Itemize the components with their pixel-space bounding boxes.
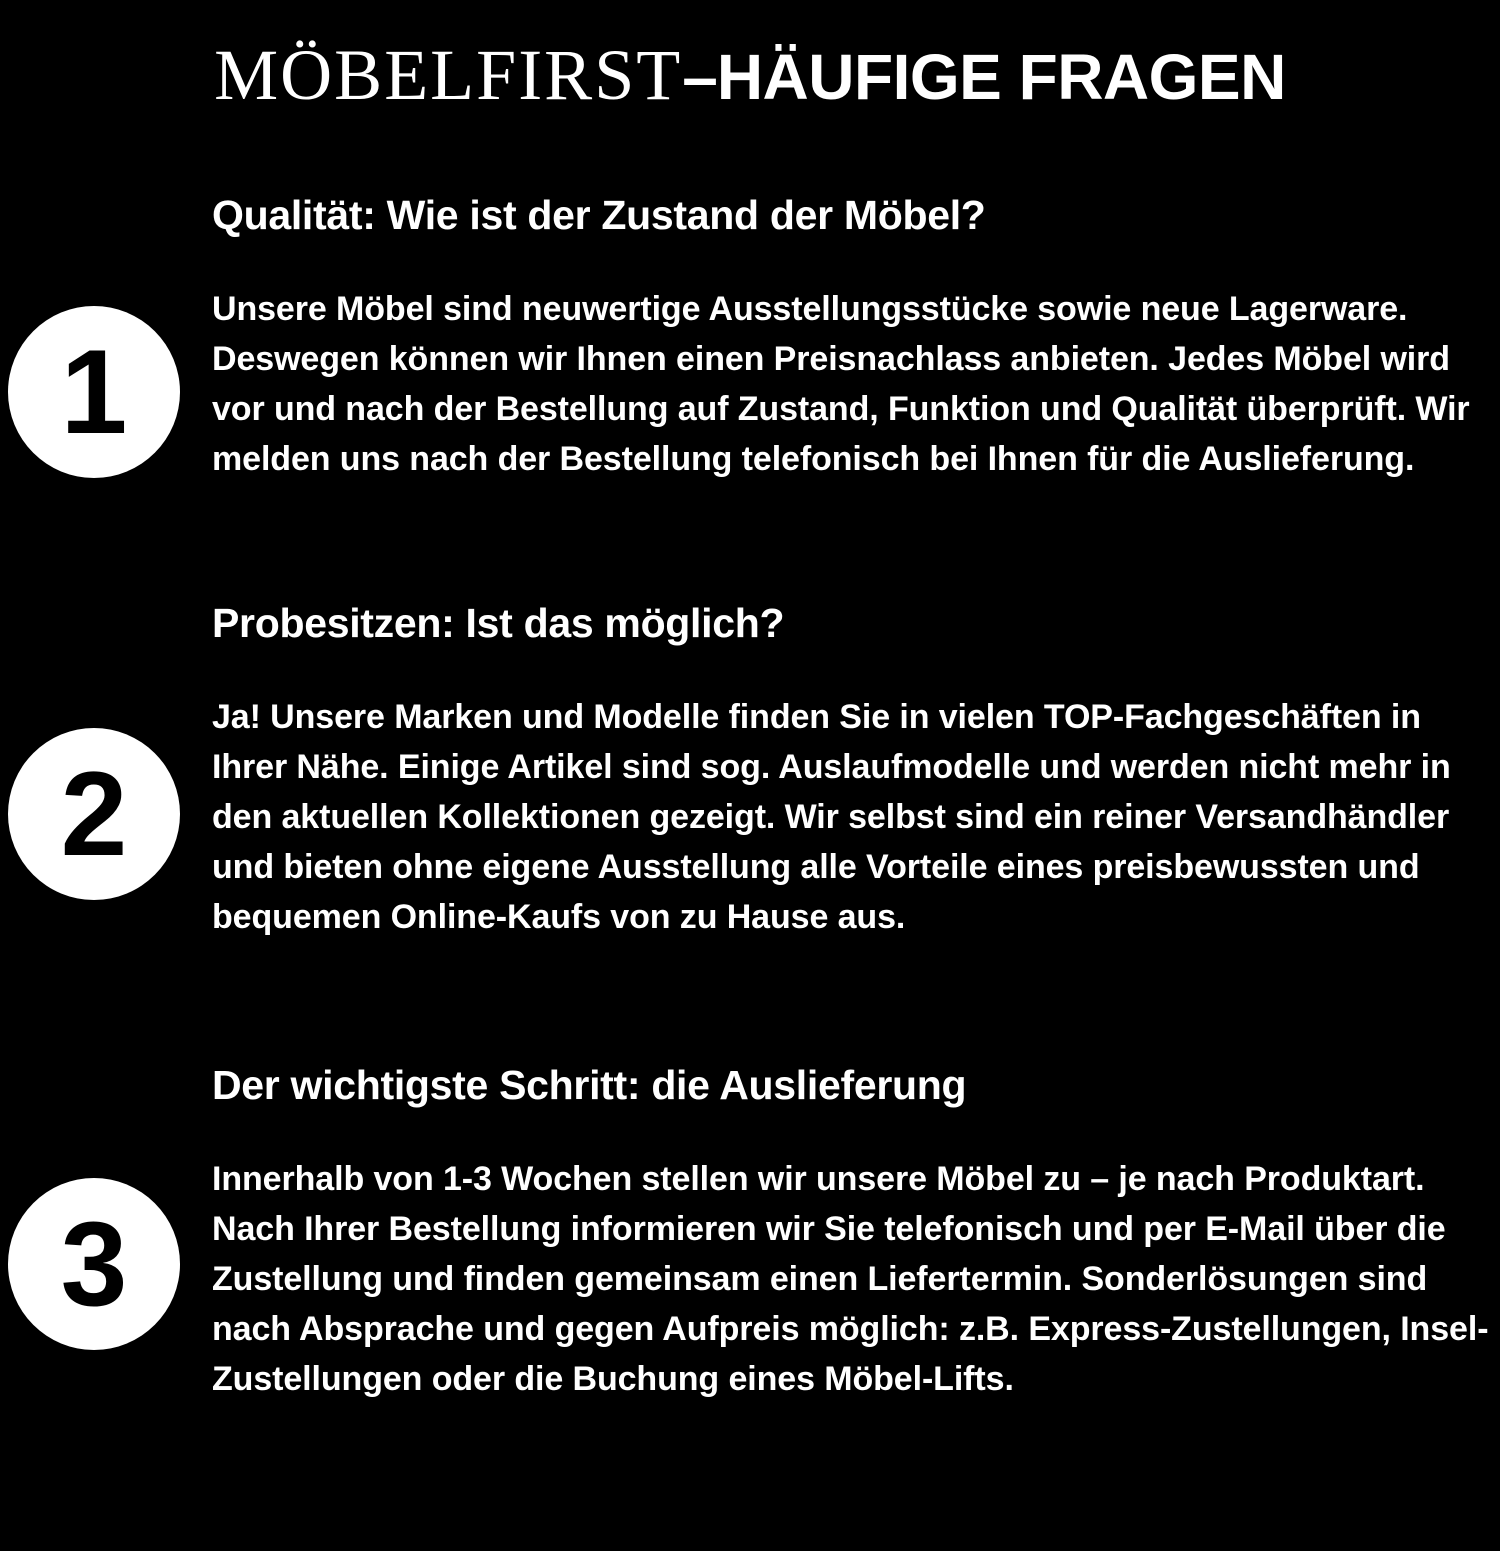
- faq-question-1: Qualität: Wie ist der Zustand der Möbel?: [212, 192, 986, 238]
- page-title: HÄUFIGE FRAGEN: [716, 41, 1286, 113]
- faq-number-badge-2: 2: [8, 728, 180, 900]
- faq-answer-3: Innerhalb von 1-3 Wochen stellen wir unsere Möbel zu – je nach Produktart. Nach Ihrer Bestellung informieren wir Sie telefonisch und per E-Mail über die Zustellung und finden gemeinsam einen Liefertermin. Sonderlösungen sind nach Absprache und gegen Aufpreis möglich: z.B. Express-Zustellungen, Insel-Zustellungen oder die Buchung eines Möbel-Lifts.: [212, 1160, 1489, 1398]
- faq-answer-1: Unsere Möbel sind neuwertige Ausstellungsstücke sowie neue Lagerware. Deswegen können wir Ihnen einen Preisnachlass anbieten. Jedes Möbel wird vor und nach der Bestellung auf Zustand, Funktion und Qualität überprüft. Wir melden uns nach der Bestellung telefonisch bei Ihnen für die Auslieferung.: [212, 290, 1470, 478]
- header-separator: –: [682, 41, 717, 113]
- faq-number-badge-1: 1: [8, 306, 180, 478]
- faq-question-3: Der wichtigste Schritt: die Auslieferung: [212, 1062, 967, 1108]
- faq-question-2: Probesitzen: Ist das möglich?: [212, 600, 785, 646]
- faq-number-badge-3: 3: [8, 1178, 180, 1350]
- page-header: [0, 34, 1500, 117]
- faq-answer-2: Ja! Unsere Marken und Modelle finden Sie in vielen TOP-Fachgeschäften in Ihrer Nähe. Einige Artikel sind sog. Auslaufmodelle und werden nicht mehr in den aktuellen Kollektionen gezeigt. Wir selbst sind ein reiner Versandhändler und bieten ohne eigene Ausstellung alle Vorteile eines preisbewussten und bequemen Online-Kaufs von zu Hause aus.: [212, 698, 1451, 936]
- brand-wordmark: MÖBELFIRST: [214, 35, 683, 115]
